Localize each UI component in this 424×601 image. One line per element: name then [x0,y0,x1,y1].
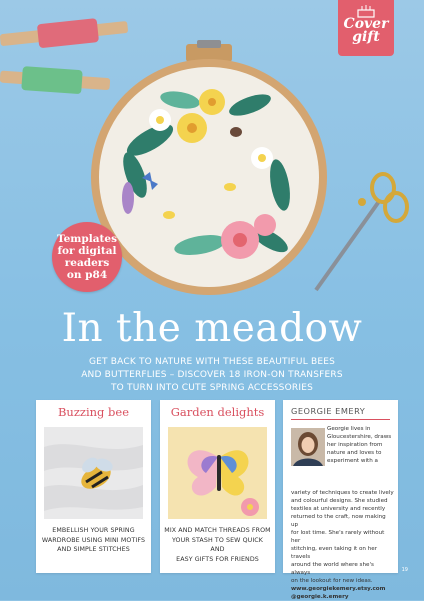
butterfly-photo [168,427,267,519]
standfirst-line: GET BACK TO NATURE WITH THESE BEAUTIFUL BEES [88,357,336,367]
caption-line: EMBELLISH YOUR SPRING [52,527,135,534]
cover-gift-badge [338,0,394,56]
divider [291,419,390,420]
card-caption [164,526,271,564]
bio-line: stitching, even taking it on her travels [291,546,378,560]
card-title: Garden delights [170,405,265,419]
bio-line: variety of techniques to create lively [291,490,394,496]
author-social-handle[interactable]: @georgie.k.emery [291,594,349,600]
badge-label-2: gift [352,29,380,45]
author-bio [327,425,394,465]
bio-line: nature and loves to [327,450,382,456]
author-website-link[interactable]: www.georgiekemery.etsy.com [291,586,386,592]
bio-line: Georgie lives in [327,426,371,432]
card-buzzing-bee [36,400,151,573]
card-caption [40,526,147,555]
author-portrait [291,428,325,466]
card-title: Buzzing bee [57,405,130,419]
headline: In the meadow [61,306,363,351]
bio-line: experiment with a [327,458,378,464]
caption-line: YOUR STASH TO SEW QUICK AND [171,536,264,553]
author-box [283,400,398,600]
bio-line: Gloucestershire, draws [327,434,392,440]
standfirst-line: TO TURN INTO CUTE SPRING ACCESSORIES [110,383,313,393]
page-number: 19 [401,567,408,573]
thread-spools [0,18,128,94]
templates-badge [52,222,122,292]
caption-line: AND SIMPLE STITCHES [57,546,130,553]
bio-line: around the world where she's always [291,562,374,576]
author-bio-continued [291,489,394,601]
caption-line: EASY GIFTS FOR FRIENDS [176,555,259,563]
bee-photo [44,427,143,519]
bio-line: returned to the craft, now making up [291,514,386,528]
bio-line: and colourful designs. She studied [291,498,388,504]
scissors [316,174,407,290]
author-name: GEORGIE EMERY [291,406,366,416]
bio-line: for lost time. She's rarely without her [291,530,385,544]
card-garden-delights [160,400,275,573]
caption-line: MIX AND MATCH THREADS FROM [164,527,271,534]
badge-label-1: Cover [343,16,389,32]
templates-badge-text: Templates for digital readers on p84 [57,233,117,281]
caption-line: WARDROBE USING MINI MOTIFS [41,536,146,544]
bio-line: textiles at university and recently [291,506,386,512]
standfirst-line: AND BUTTERFLIES – DISCOVER 18 IRON-ON TRANSFERS [81,370,343,380]
bio-line: her inspiration from [327,442,383,448]
standfirst [60,356,364,395]
bio-line: on the lookout for new ideas. [291,578,373,584]
